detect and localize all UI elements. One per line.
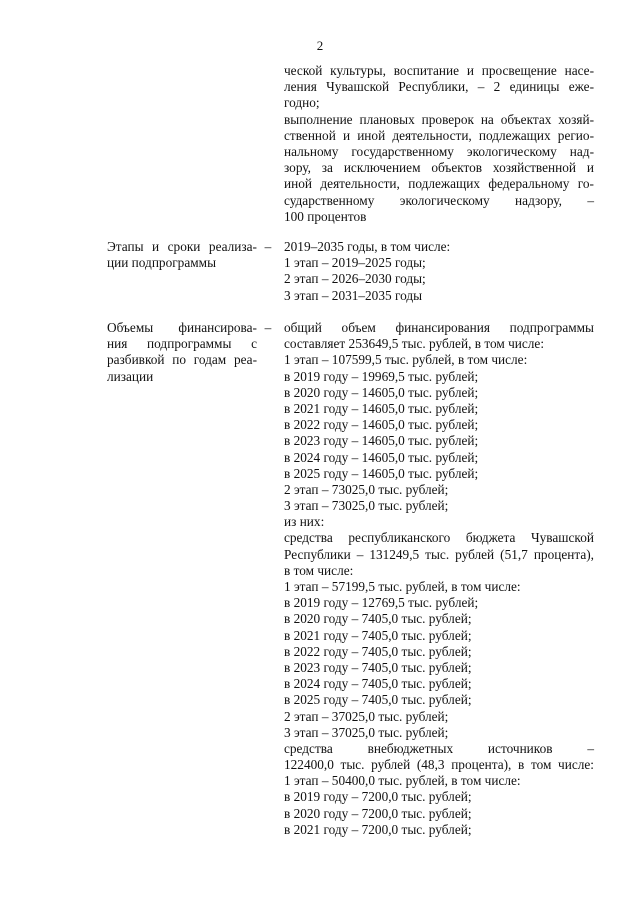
financing-dash: – [264, 320, 272, 335]
text-line: в 2021 году – 7405,0 тыс. рублей; [284, 627, 472, 643]
text-line: ственной и иной деятельности, подлежащих регио- [284, 127, 594, 143]
text-line: Республики – 131249,5 тыс. рублей (51,7 процента), [284, 546, 594, 562]
text-line: в 2023 году – 14605,0 тыс. рублей; [284, 433, 479, 449]
text-line: ления Чувашской Республики, – 2 единицы еже- [284, 79, 594, 95]
label-line: ния подпрограммы с [107, 336, 257, 352]
text-line: сударственному экологическому надзору, – [284, 192, 594, 208]
text-line: средства внебюджетных источников – [284, 740, 594, 756]
label-line: ции подпрограммы [107, 255, 216, 271]
stages-dash: – [264, 239, 272, 254]
text-line: в 2025 году – 7405,0 тыс. рублей; [284, 692, 472, 708]
text-line: иной деятельности, подлежащих федеральному го- [284, 176, 594, 192]
label-line: разбивкой по годам реа- [107, 352, 257, 368]
label-line: Объемы финансирова- [107, 320, 257, 335]
text-line: 1 этап – 107599,5 тыс. рублей, в том числе: [284, 352, 528, 368]
text-line: в 2021 году – 14605,0 тыс. рублей; [284, 400, 479, 416]
text-line: 1 этап – 2019–2025 годы; [284, 255, 426, 271]
text-line: общий объем финансирования подпрограммы [284, 320, 594, 335]
text-line: 2 этап – 73025,0 тыс. рублей; [284, 481, 449, 497]
text-line: 3 этап – 2031–2035 годы [284, 287, 423, 303]
text-line: 2 этап – 2026–2030 годы; [284, 271, 426, 287]
text-line: в 2020 году – 7200,0 тыс. рублей; [284, 805, 472, 821]
text-line: в том числе: [284, 562, 354, 578]
text-line: 1 этап – 57199,5 тыс. рублей, в том числе: [284, 579, 521, 594]
financing-value [284, 320, 594, 838]
text-line: годно; [284, 95, 320, 111]
text-line: составляет 253649,5 тыс. рублей, в том числе: [284, 336, 545, 352]
text-line: нальному государственному экологическому над- [284, 143, 594, 159]
text-line: в 2024 году – 14605,0 тыс. рублей; [284, 449, 479, 465]
text-line: 2 этап – 37025,0 тыс. рублей; [284, 708, 449, 724]
text-line: в 2025 году – 14605,0 тыс. рублей; [284, 465, 479, 481]
stages-value [284, 239, 594, 304]
page-number: 2 [316, 38, 324, 53]
indicators-continuation [284, 63, 594, 225]
text-line: 122400,0 тыс. рублей (48,3 процента), в том числе: [284, 757, 594, 773]
text-line: в 2020 году – 7405,0 тыс. рублей; [284, 611, 472, 627]
text-line: из них: [284, 514, 325, 530]
text-line: в 2023 году – 7405,0 тыс. рублей; [284, 659, 472, 675]
label-line: лизации [107, 368, 154, 384]
text-line: ческой культуры, воспитание и просвещение насе- [284, 63, 594, 78]
text-line: в 2021 году – 7200,0 тыс. рублей; [284, 821, 472, 837]
text-line: 3 этап – 37025,0 тыс. рублей; [284, 724, 449, 740]
text-line: в 2022 году – 14605,0 тыс. рублей; [284, 417, 479, 433]
text-line: в 2019 году – 12769,5 тыс. рублей; [284, 595, 479, 611]
text-line: 100 процентов [284, 208, 367, 224]
text-line: 3 этап – 73025,0 тыс. рублей; [284, 498, 449, 514]
text-line: в 2022 году – 7405,0 тыс. рублей; [284, 643, 472, 659]
text-line: зору, за исключением объектов хозяйственной и [284, 160, 594, 176]
label-line: Этапы и сроки реализа- [107, 239, 257, 254]
text-line: в 2019 году – 7200,0 тыс. рублей; [284, 789, 472, 805]
text-line: 2019–2035 годы, в том числе: [284, 239, 451, 254]
text-line: в 2024 году – 7405,0 тыс. рублей; [284, 676, 472, 692]
stages-label [107, 239, 257, 271]
text-line: в 2020 году – 14605,0 тыс. рублей; [284, 384, 479, 400]
text-line: в 2019 году – 19969,5 тыс. рублей; [284, 368, 479, 384]
text-line: 1 этап – 50400,0 тыс. рублей, в том числе: [284, 773, 521, 789]
text-line: выполнение плановых проверок на объектах хозяй- [284, 111, 594, 127]
text-line: средства республиканского бюджета Чувашской [284, 530, 594, 546]
financing-label [107, 320, 257, 385]
